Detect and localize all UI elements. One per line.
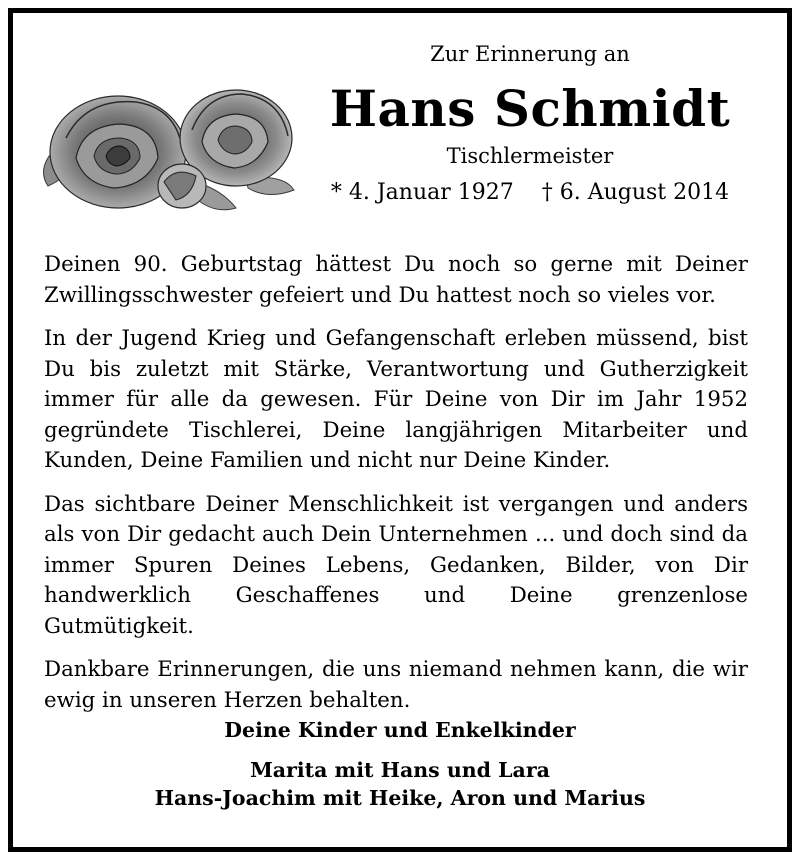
paragraph: Dankbare Erinnerungen, die uns niemand nehmen kann, die wir ewig in unseren Herzen behalten. (44, 657, 748, 713)
paragraph: Deinen 90. Geburtstag hättest Du noch so gerne mit Deiner Zwillingsschwester gefeiert und Du hattest noch so vieles vor. (44, 252, 748, 308)
birth-date: * 4. Januar 1927 (330, 180, 514, 205)
intro-text: Zur Erinnerung an (430, 42, 630, 66)
signoff-line: Hans-Joachim mit Heike, Aron und Marius (154, 786, 646, 810)
occupation: Tischlermeister (446, 144, 614, 168)
paragraph: In der Jugend Krieg und Gefangenschaft erleben müssend, bist Du bis zuletzt mit Stärke, Verantwortung und Gutherzigkeit immer für alle da gewesen. Für Deine von Dir im Jahr 1952 gegründete Tischlerei, Deine langjährigen Mitarbeiter und Kunden, Deine Familien und nicht nur Deine Kinder. (44, 326, 748, 473)
roses-icon (36, 78, 298, 220)
life-dates (300, 178, 760, 208)
deceased-name: Hans Schmidt (329, 79, 731, 138)
death-date: † 6. August 2014 (541, 180, 730, 205)
signoff-line: Marita mit Hans und Lara (250, 758, 550, 782)
header (300, 40, 760, 208)
signoff (40, 716, 760, 812)
obituary-text (44, 250, 748, 729)
paragraph: Das sichtbare Deiner Menschlichkeit ist vergangen und anders als von Dir gedacht auch Dein Unternehmen ... und doch sind da immer Spuren Deines Lebens, Gedanken, Bilder, von Dir handwerklich Geschaffenes und Deine grenzenlose Gutmütigkeit. (44, 491, 748, 639)
signoff-heading: Deine Kinder und Enkelkinder (224, 718, 576, 742)
